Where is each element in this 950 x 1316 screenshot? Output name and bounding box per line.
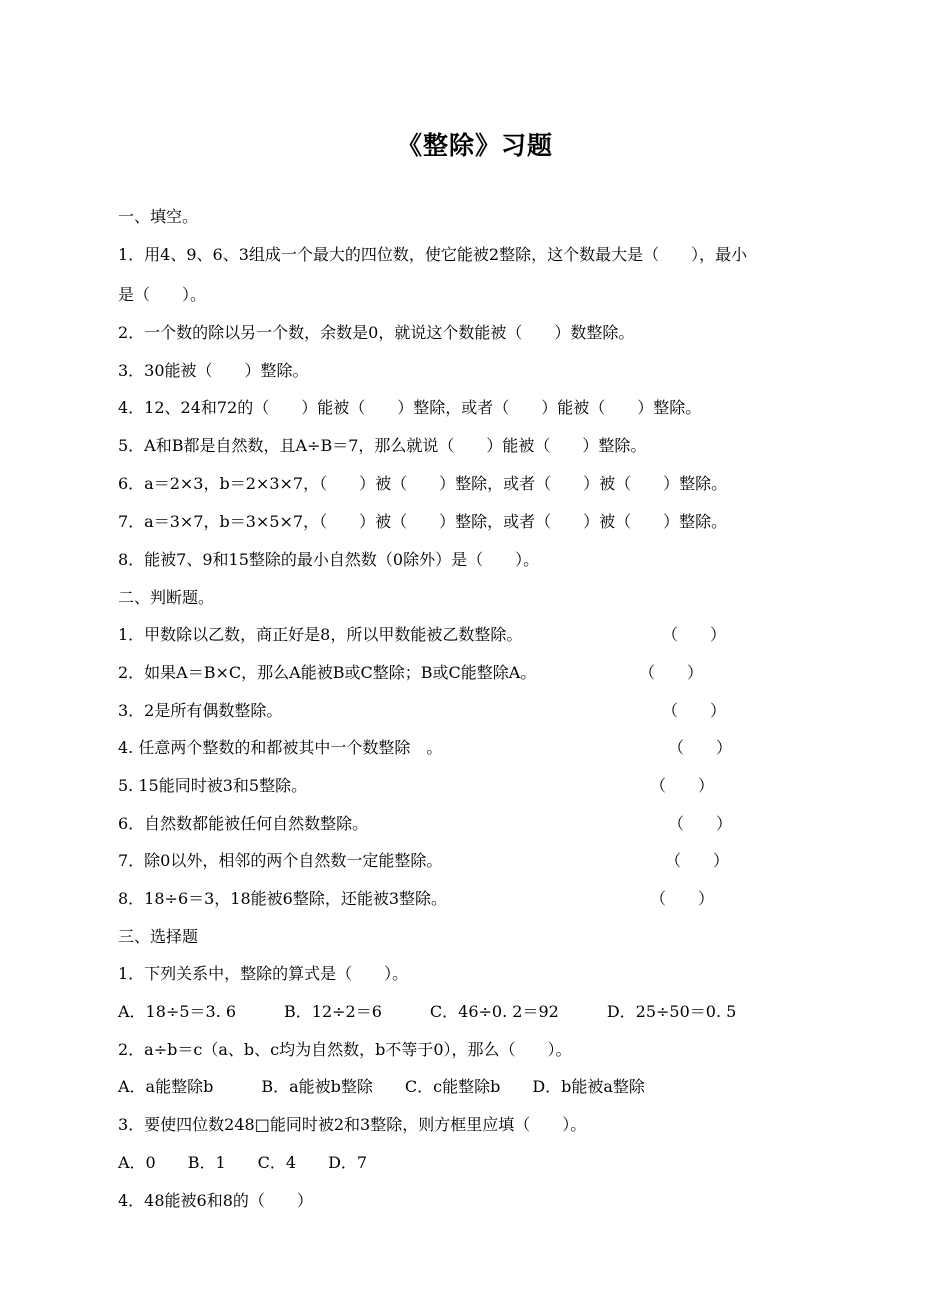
tf-question-7: 7．除0以外，相邻的两个自然数一定能整除。 (118, 851, 443, 870)
fill-question-2: 2．一个数的除以另一个数，余数是0，就说这个数能被（ ）数整除。 (118, 323, 635, 342)
tf-question-1: 1．甲数除以乙数，商正好是8，所以甲数能被乙数整除。 (118, 625, 523, 644)
tf-question-4: 4. 任意两个整数的和都被其中一个数整除 。 (118, 738, 443, 757)
section-heading-true-false: 二、判断题。 (118, 588, 215, 607)
tf-question-5: 5. 15能同时被3和5整除。 (118, 776, 308, 795)
tf-answer-paren-6: （ ） (668, 814, 733, 833)
tf-question-2: 2．如果A＝B×C，那么A能被B或C整除；B或C能整除A。 (118, 663, 537, 682)
tf-answer-paren-1: （ ） (662, 625, 727, 644)
tf-question-6: 6．自然数都能被任何自然数整除。 (118, 814, 369, 833)
section-heading-fill-blank: 一、填空。 (118, 207, 199, 226)
mc-question-2: 2．a÷b＝c（a、b、c均为自然数，b不等于0），那么（ ）。 (118, 1040, 572, 1059)
mc-question-2-options: A．a能整除b B．a能被b整除 C．c能整除b D．b能被a整除 (118, 1077, 645, 1096)
mc-question-4: 4．48能被6和8的（ ） (118, 1191, 313, 1210)
fill-question-6: 6．a＝2×3，b＝2×3×7，（ ）被（ ）整除，或者（ ）被（ ）整除。 (118, 474, 728, 493)
mc-question-3: 3．要使四位数248□能同时被2和3整除，则方框里应填（ ）。 (118, 1115, 587, 1134)
tf-question-8: 8．18÷6＝3，18能被6整除，还能被3整除。 (118, 889, 448, 908)
fill-question-8: 8．能被7、9和15整除的最小自然数（0除外）是（ ）。 (118, 550, 540, 569)
tf-answer-paren-3: （ ） (662, 701, 727, 720)
tf-answer-paren-8: （ ） (650, 889, 715, 908)
mc-question-1: 1．下列关系中，整除的算式是（ ）。 (118, 964, 409, 983)
tf-answer-paren-5: （ ） (650, 776, 715, 795)
tf-question-3: 3．2是所有偶数整除。 (118, 701, 283, 720)
tf-answer-paren-2: （ ） (639, 663, 704, 682)
fill-question-5: 5．A和B都是自然数，且A÷B＝7，那么就说（ ）能被（ ）整除。 (118, 436, 647, 455)
mc-question-1-options: A．18÷5＝3. 6 B．12÷2＝6 C．46÷0. 2＝92 D．25÷50＝0. 5 (118, 1002, 737, 1021)
fill-question-4: 4．12、24和72的（ ）能被（ ）整除，或者（ ）能被（ ）整除。 (118, 398, 702, 417)
fill-question-1: 1．用4、9、6、3组成一个最大的四位数，使它能被2整除，这个数最大是（ ），最小 (118, 245, 748, 264)
fill-question-3: 3．30能被（ ）整除。 (118, 361, 309, 380)
section-heading-multiple-choice: 三、选择题 (118, 927, 199, 946)
tf-answer-paren-7: （ ） (665, 851, 730, 870)
page-title: 《整除》习题 (396, 131, 553, 160)
tf-answer-paren-4: （ ） (668, 738, 733, 757)
fill-question-7: 7．a＝3×7，b＝3×5×7，（ ）被（ ）整除，或者（ ）被（ ）整除。 (118, 512, 728, 531)
mc-question-3-options: A．0 B．1 C．4 D．7 (118, 1153, 368, 1172)
fill-question-1-continued: 是（ ）。 (118, 285, 207, 304)
